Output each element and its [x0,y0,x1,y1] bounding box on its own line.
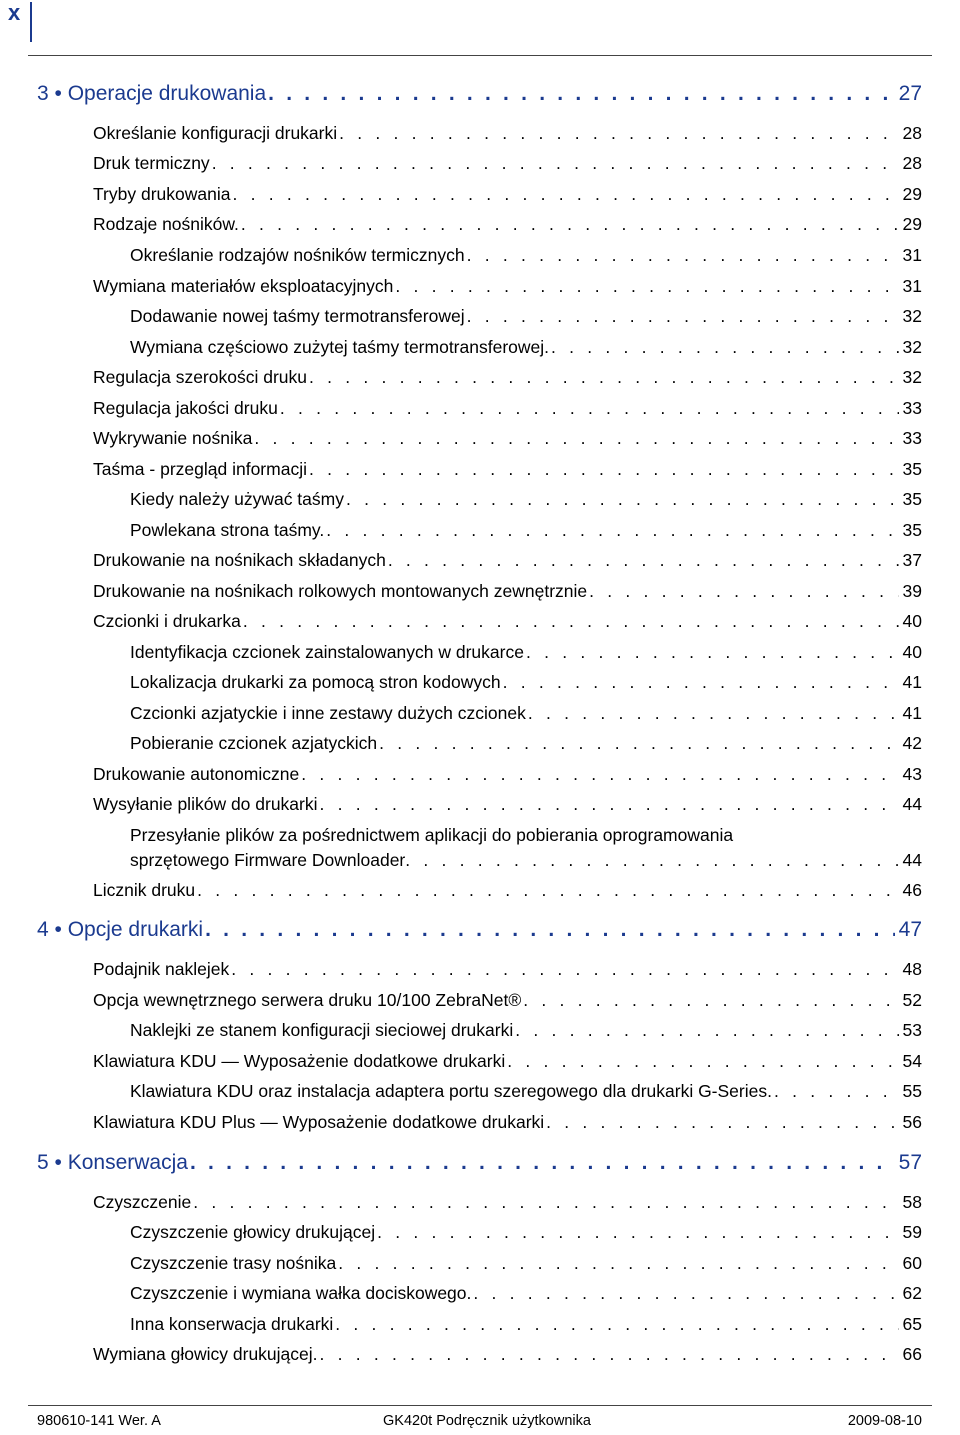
toc-entry-title: Regulacja jakości druku [93,398,278,418]
toc-page-number: 55 [902,1081,922,1101]
toc-page-number: 33 [902,398,922,418]
toc-leader [197,880,898,901]
toc-page-number: 27 [898,82,922,105]
toc-chapter-title: 3 • Operacje drukowania [37,82,267,105]
toc-entry[interactable] [93,611,922,632]
toc-page-number: 44 [902,794,922,814]
toc-page-number: 40 [902,642,922,662]
toc-page-number: 41 [902,672,922,692]
toc-entry-title: Drukowanie na nośnikach składanych [93,550,386,570]
toc-page-number: 28 [902,153,922,173]
toc-leader [190,1151,895,1175]
toc-subentry[interactable] [130,245,922,266]
toc-entry-title: Czcionki i drukarka [93,611,241,631]
toc-entry[interactable] [93,794,922,815]
toc-entry[interactable] [93,123,922,144]
toc-entry[interactable] [93,764,922,785]
toc-page-number: 40 [902,611,922,631]
toc-page-number: 35 [902,489,922,509]
toc-leader [346,489,899,510]
toc-entry-title: Drukowanie na nośnikach rolkowych montowanych zewnętrznie [93,581,588,601]
toc-page-number: 35 [902,459,922,479]
toc-entry[interactable] [93,1344,922,1365]
toc-page-number: 29 [902,184,922,204]
toc-page-number: 31 [902,245,922,265]
toc-page-number: 28 [902,123,922,143]
toc-leader [268,82,894,106]
toc-leader [320,794,899,815]
toc-entry-title: Taśma - przegląd informacji [93,459,307,479]
toc-leader [503,672,899,693]
toc-entry[interactable] [93,153,922,174]
toc-page-number: 46 [902,880,922,900]
toc-entry-title: Określanie rodzajów nośników termicznych [130,245,465,265]
toc-leader [231,959,898,980]
toc-entry-title: Inna konserwacja drukarki [130,1314,334,1334]
toc-entry[interactable] [93,398,922,419]
toc-entry[interactable] [93,550,922,571]
footer-doc-number: 980610-141 Wer. A [37,1413,161,1429]
toc-entry-title: Czyszczenie i wymiana wałka dociskowego. [130,1283,472,1303]
toc-leader [193,1192,898,1213]
top-divider [28,55,932,56]
toc-entry[interactable] [93,367,922,388]
toc-entry-title: Regulacja szerokości druku [93,367,307,387]
toc-subentry[interactable] [130,1222,922,1243]
bottom-divider [28,1405,932,1406]
toc-subentry-multiline[interactable] [130,825,922,871]
toc-page-number: 35 [902,520,922,540]
toc-subentry[interactable] [130,672,922,693]
toc-leader [523,990,898,1011]
toc-subentry[interactable] [130,1081,922,1102]
toc-leader [467,245,899,266]
toc-entry-title: Druk termiczny [93,153,210,173]
toc-page-number: 31 [902,276,922,296]
toc-entry-title: Wymiana głowicy drukującej. [93,1344,318,1364]
toc-subentry[interactable] [130,1283,922,1304]
toc-leader [326,520,898,541]
toc-entry-title: Opcja wewnętrznego serwera druku 10/100 ZebraNet® [93,990,522,1010]
toc-page-number: 65 [902,1314,922,1334]
toc-entry-title: Czyszczenie [93,1192,192,1212]
toc-subentry[interactable] [130,306,922,327]
toc-leader [309,459,899,480]
toc-entry[interactable] [93,184,922,205]
footer-date: 2009-08-10 [847,1413,922,1429]
toc-entry-title-line2: sprzętowego Firmware Downloader [130,850,406,870]
toc-entry-title: Licznik druku [93,880,196,900]
toc-leader [339,123,898,144]
toc-leader [320,1344,899,1365]
toc-entry[interactable] [93,1192,922,1213]
toc-entry-title: Klawiatura KDU oraz instalacja adaptera portu szeregowego dla drukarki G-Series. [130,1081,772,1101]
toc-page-number: 57 [898,1151,922,1174]
toc-entry-title: Wysyłanie plików do drukarki [93,794,318,814]
toc-entry-title: Wymiana częściowo zużytej taśmy termotransferowej. [130,337,550,357]
toc-page-number: 66 [902,1344,922,1364]
toc-chapter-3[interactable] [37,82,922,106]
toc-entry[interactable] [93,581,922,602]
corner-x: x [8,0,21,25]
toc-subentry[interactable] [130,1020,922,1041]
toc-leader [379,733,898,754]
toc-page-number: 41 [902,703,922,723]
toc-entry-title: Kiedy należy używać taśmy [130,489,344,509]
toc-entry-title: Określanie konfiguracji drukarki [93,123,338,143]
toc-chapter-title: 4 • Opcje drukarki [37,918,204,941]
toc-page-number: 53 [902,1020,922,1040]
toc-entry[interactable] [93,880,922,901]
toc-leader [243,611,899,632]
toc-page-number: 52 [902,990,922,1010]
toc-page-number: 48 [902,959,922,979]
toc-leader [309,367,899,388]
toc-page-number: 59 [902,1222,922,1242]
toc-page-number: 60 [902,1253,922,1273]
toc-leader [301,764,898,785]
toc-leader [205,918,895,942]
toc-entry-title: Drukowanie autonomiczne [93,764,300,784]
toc-entry-title: Naklejki ze stanem konfiguracji sieciowej drukarki [130,1020,514,1040]
toc-leader [589,581,898,602]
toc-entry[interactable] [93,214,922,235]
toc-leader [515,1020,898,1041]
toc-entry[interactable] [93,428,922,449]
toc-entry-title: Pobieranie czcionek azjatyckich [130,733,378,753]
toc-page-number: 42 [902,733,922,753]
toc-leader [405,850,898,871]
toc-subentry[interactable] [130,489,922,510]
toc-subentry[interactable] [130,703,922,724]
toc-leader [467,306,899,327]
toc-entry[interactable] [93,276,922,297]
toc-entry-title: Podajnik naklejek [93,959,230,979]
toc-chapter-title: 5 • Konserwacja [37,1151,188,1174]
toc-leader [335,1314,898,1335]
toc-leader [388,550,899,571]
toc-page-number: 62 [902,1283,922,1303]
toc-entry-title: Wymiana materiałów eksploatacyjnych [93,276,394,296]
toc-entry-title: Czyszczenie trasy nośnika [130,1253,337,1273]
toc-page-number: 33 [902,428,922,448]
toc-entry[interactable] [93,1112,922,1133]
toc-subentry[interactable] [130,337,922,358]
toc-entry-title: Wykrywanie nośnika [93,428,253,448]
toc-leader [280,398,899,419]
toc-chapter-4[interactable] [37,918,922,942]
toc-page-number: 29 [902,214,922,234]
toc-entry[interactable] [93,459,922,480]
toc-page-number: 32 [902,367,922,387]
toc-leader [528,703,899,724]
toc-page-number: 44 [902,850,922,870]
toc-entry[interactable] [93,1051,922,1072]
toc-page-number: 37 [902,550,922,570]
toc-leader [395,276,898,297]
toc-leader [473,1283,898,1304]
toc-page-number: 47 [898,918,922,941]
toc-subentry[interactable] [130,733,922,754]
toc-entry-title: Klawiatura KDU — Wyposażenie dodatkowe drukarki [93,1051,506,1071]
toc-page-number: 43 [902,764,922,784]
toc-leader [212,153,899,174]
toc-entry-title: Powlekana strona taśmy. [130,520,325,540]
toc-leader [338,1253,898,1274]
toc-leader [254,428,898,449]
toc-subentry[interactable] [130,1253,922,1274]
toc-subentry[interactable] [130,1314,922,1335]
toc-page-number: 39 [902,581,922,601]
toc-page-number: 32 [902,306,922,326]
toc-leader [232,184,898,205]
corner-bar [30,2,32,42]
toc-entry-title: Lokalizacja drukarki za pomocą stron kodowych [130,672,501,692]
footer-title: GK420t Podręcznik użytkownika [383,1413,591,1429]
toc-subentry[interactable] [130,642,922,663]
toc-leader [774,1081,899,1102]
toc-entry-title: Tryby drukowania [93,184,231,204]
toc-entry-title: Klawiatura KDU Plus — Wyposażenie dodatkowe drukarki [93,1112,545,1132]
toc-leader [526,642,899,663]
toc-entry[interactable] [93,959,922,980]
toc-subentry[interactable] [130,520,922,541]
toc-page-number: 54 [902,1051,922,1071]
toc-leader [377,1222,898,1243]
toc-entry-title: Czcionki azjatyckie i inne zestawy dużych czcionek [130,703,526,723]
toc-entry[interactable] [93,990,922,1011]
toc-leader [546,1112,898,1133]
toc-chapter-5[interactable] [37,1151,922,1175]
toc-page-number: 56 [902,1112,922,1132]
toc-entry-title: Rodzaje nośników. [93,214,239,234]
toc-leader [551,337,899,358]
toc-page-number: 32 [902,337,922,357]
toc-entry-title: Dodawanie nowej taśmy termotransferowej [130,306,465,326]
toc-entry-title: Identyfikacja czcionek zainstalowanych w drukarce [130,642,524,662]
toc-leader [241,214,899,235]
toc-entry-title: Czyszczenie głowicy drukującej [130,1222,376,1242]
toc-entry-title-line1: Przesyłanie plików za pośrednictwem aplikacji do pobierania oprogramowania [130,825,734,845]
toc-page-number: 58 [902,1192,922,1212]
toc-leader [507,1051,898,1072]
